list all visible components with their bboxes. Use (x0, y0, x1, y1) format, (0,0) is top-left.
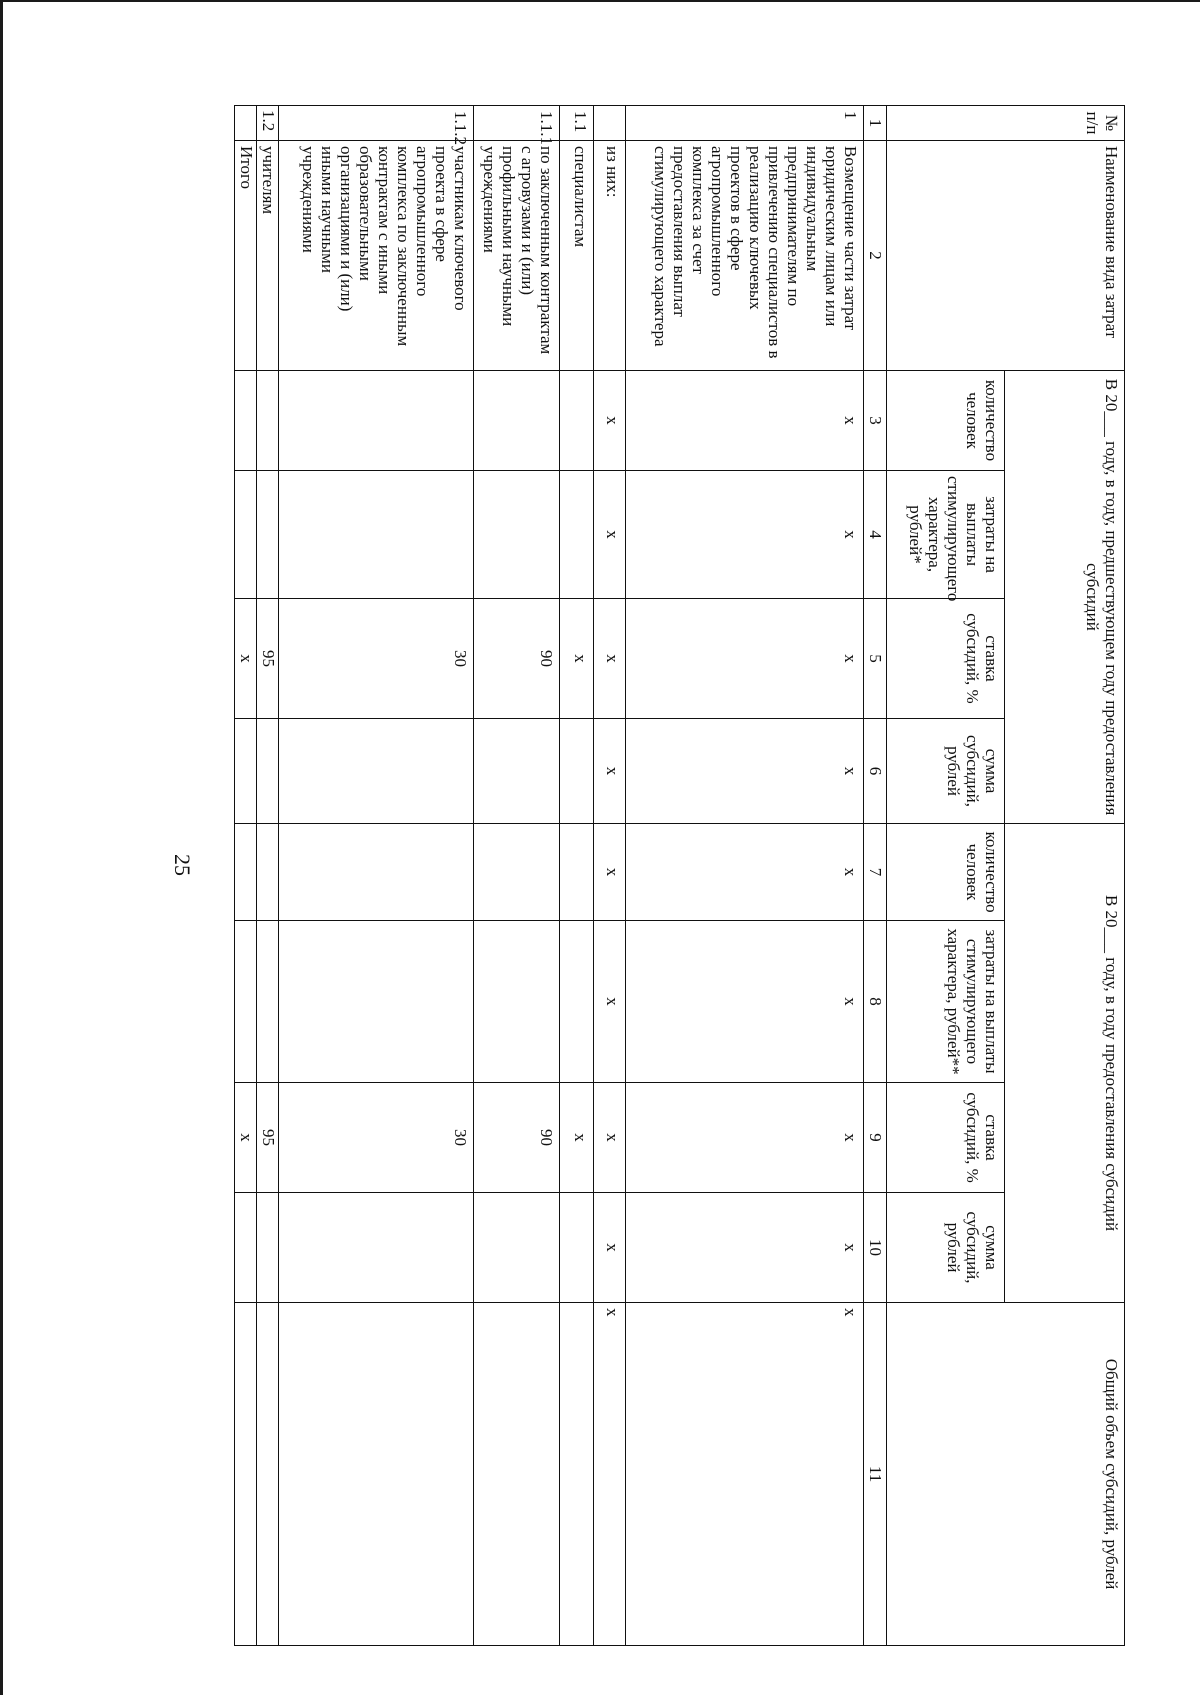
cell-people-count-2 (279, 824, 474, 921)
cell-subsidy-sum-1: x (594, 719, 626, 824)
cell-subsidy-rate-1: x (560, 599, 594, 719)
cell-subsidy-rate-2: x (560, 1083, 594, 1193)
scan-edge-left (0, 0, 3, 1695)
column-number: 8 (864, 921, 887, 1083)
cell-subsidy-sum-1 (257, 719, 279, 824)
table-row (560, 106, 594, 1646)
cell-people-count-1 (560, 371, 594, 471)
column-number: 4 (864, 471, 887, 599)
header-subsidy-rate-1: ставка субсидий, % (887, 599, 1005, 719)
row-number: 1.2 (257, 106, 279, 141)
column-number: 11 (864, 1303, 887, 1646)
column-number-row (864, 106, 887, 1646)
cell-people-count-2: x (626, 824, 864, 921)
cell-people-count-2 (560, 824, 594, 921)
cell-subsidy-rate-2: x (626, 1083, 864, 1193)
row-cost-name: из них: (594, 141, 626, 371)
row-number: 1.1 (560, 106, 594, 141)
cell-incentive-costs-1 (235, 471, 257, 599)
row-number (235, 106, 257, 141)
header-cost-name: Наименование вида затрат (887, 141, 1125, 371)
cell-subsidy-rate-2: 30 (279, 1083, 474, 1193)
cell-subsidy-sum-2 (560, 1193, 594, 1303)
cell-subsidy-rate-2: 90 (474, 1083, 560, 1193)
cell-total-subsidies: x (626, 1303, 864, 1646)
cell-total-subsidies: x (594, 1303, 626, 1646)
column-number: 5 (864, 599, 887, 719)
cell-total-subsidies (279, 1303, 474, 1646)
cell-incentive-costs-2 (279, 921, 474, 1083)
cell-subsidy-sum-1 (474, 719, 560, 824)
header-people-count-2: количество человек (887, 824, 1005, 921)
cell-incentive-costs-2 (474, 921, 560, 1083)
column-number: 10 (864, 1193, 887, 1303)
header-subsidy-sum-2: сумма субсидий, рублей (887, 1193, 1005, 1303)
column-number: 2 (864, 141, 887, 371)
cell-subsidy-rate-1: x (594, 599, 626, 719)
cell-people-count-2 (235, 824, 257, 921)
cell-subsidy-rate-2: x (235, 1083, 257, 1193)
cell-subsidy-sum-2: x (626, 1193, 864, 1303)
cell-incentive-costs-1 (279, 471, 474, 599)
table-row (257, 106, 279, 1646)
cell-subsidy-sum-2 (257, 1193, 279, 1303)
column-number: 3 (864, 371, 887, 471)
cell-incentive-costs-1 (257, 471, 279, 599)
row-cost-name: участникам ключевого проекта в сфере агропромышленного комплекса по заключенным контрактам с иными образовательными организациями и (или) иными научными учреждениями (279, 141, 474, 371)
cell-people-count-2: x (594, 824, 626, 921)
cell-people-count-1: x (594, 371, 626, 471)
row-cost-name: Возмещение части затрат юридическим лицам или индивидуальным предпринимателям по привлечению специалистов в реализацию ключевых проектов в сфере агропромышленного комплекса за счет предоставления выплат стимулирующего характера (626, 141, 864, 371)
table-row (594, 106, 626, 1646)
cell-incentive-costs-2 (560, 921, 594, 1083)
header-current-year: В 20___ году, в году предоставления субсидий (1005, 824, 1125, 1303)
cell-incentive-costs-1 (474, 471, 560, 599)
cell-total-subsidies (235, 1303, 257, 1646)
header-previous-year: В 20___ году, в году, предшествующем году предоставления субсидий (1005, 371, 1125, 824)
cell-people-count-1 (474, 371, 560, 471)
cell-incentive-costs-2 (257, 921, 279, 1083)
header-incentive-costs-2: затраты на выплаты стимулирующего характера, рублей** (887, 921, 1005, 1083)
cell-subsidy-sum-2 (235, 1193, 257, 1303)
cell-total-subsidies (474, 1303, 560, 1646)
cell-people-count-1 (235, 371, 257, 471)
cell-subsidy-sum-1: x (626, 719, 864, 824)
rotated-page (150, 105, 1125, 1645)
header-incentive-costs-1: затраты на выплаты стимулирующего характера, рублей* (887, 471, 1005, 599)
cell-subsidy-rate-2: x (594, 1083, 626, 1193)
cell-incentive-costs-1 (560, 471, 594, 599)
row-number (594, 106, 626, 141)
column-number: 7 (864, 824, 887, 921)
cell-subsidy-sum-2 (279, 1193, 474, 1303)
cell-total-subsidies (257, 1303, 279, 1646)
cell-incentive-costs-2: x (594, 921, 626, 1083)
cell-incentive-costs-2 (235, 921, 257, 1083)
row-number: 1 (626, 106, 864, 141)
row-cost-name: учителям (257, 141, 279, 371)
row-cost-name: по заключенным контрактам с агровузами и (или) профильными научными учреждениями (474, 141, 560, 371)
table-row (279, 106, 474, 1646)
scan-edge-top (0, 0, 1200, 2)
cell-subsidy-sum-1 (560, 719, 594, 824)
column-number: 9 (864, 1083, 887, 1193)
table-row (235, 106, 257, 1646)
cell-people-count-2 (474, 824, 560, 921)
header-subsidy-rate-2: ставка субсидий, % (887, 1083, 1005, 1193)
cell-people-count-1 (257, 371, 279, 471)
header-people-count-1: количество человек (887, 371, 1005, 471)
header-total-subsidies: Общий объем субсидий, рублей (887, 1303, 1125, 1646)
cell-subsidy-rate-1: 30 (279, 599, 474, 719)
cell-subsidy-sum-1 (235, 719, 257, 824)
row-cost-name: специалистам (560, 141, 594, 371)
table-row (474, 106, 560, 1646)
cell-people-count-2 (257, 824, 279, 921)
row-number: 1.1.1 (474, 106, 560, 141)
cell-people-count-1 (279, 371, 474, 471)
table-row (626, 106, 864, 1646)
column-number: 1 (864, 106, 887, 141)
cell-incentive-costs-1: x (626, 471, 864, 599)
cell-incentive-costs-1: x (594, 471, 626, 599)
cell-subsidy-rate-1: 95 (257, 599, 279, 719)
cell-subsidy-rate-1: x (235, 599, 257, 719)
cell-total-subsidies (560, 1303, 594, 1646)
header-subsidy-sum-1: сумма субсидий, рублей (887, 719, 1005, 824)
cell-subsidy-sum-1 (279, 719, 474, 824)
cell-incentive-costs-2: x (626, 921, 864, 1083)
cell-subsidy-rate-1: 90 (474, 599, 560, 719)
cell-people-count-1: x (626, 371, 864, 471)
cell-subsidy-sum-2: x (594, 1193, 626, 1303)
row-cost-name: Итого (235, 141, 257, 371)
page-number: 25 (170, 854, 195, 876)
cell-subsidy-sum-2 (474, 1193, 560, 1303)
column-number: 6 (864, 719, 887, 824)
cell-subsidy-rate-2: 95 (257, 1083, 279, 1193)
header-number: № п/п (887, 106, 1125, 141)
cell-subsidy-rate-1: x (626, 599, 864, 719)
row-number: 1.1.2 (279, 106, 474, 141)
subsidy-table (234, 105, 1125, 1646)
